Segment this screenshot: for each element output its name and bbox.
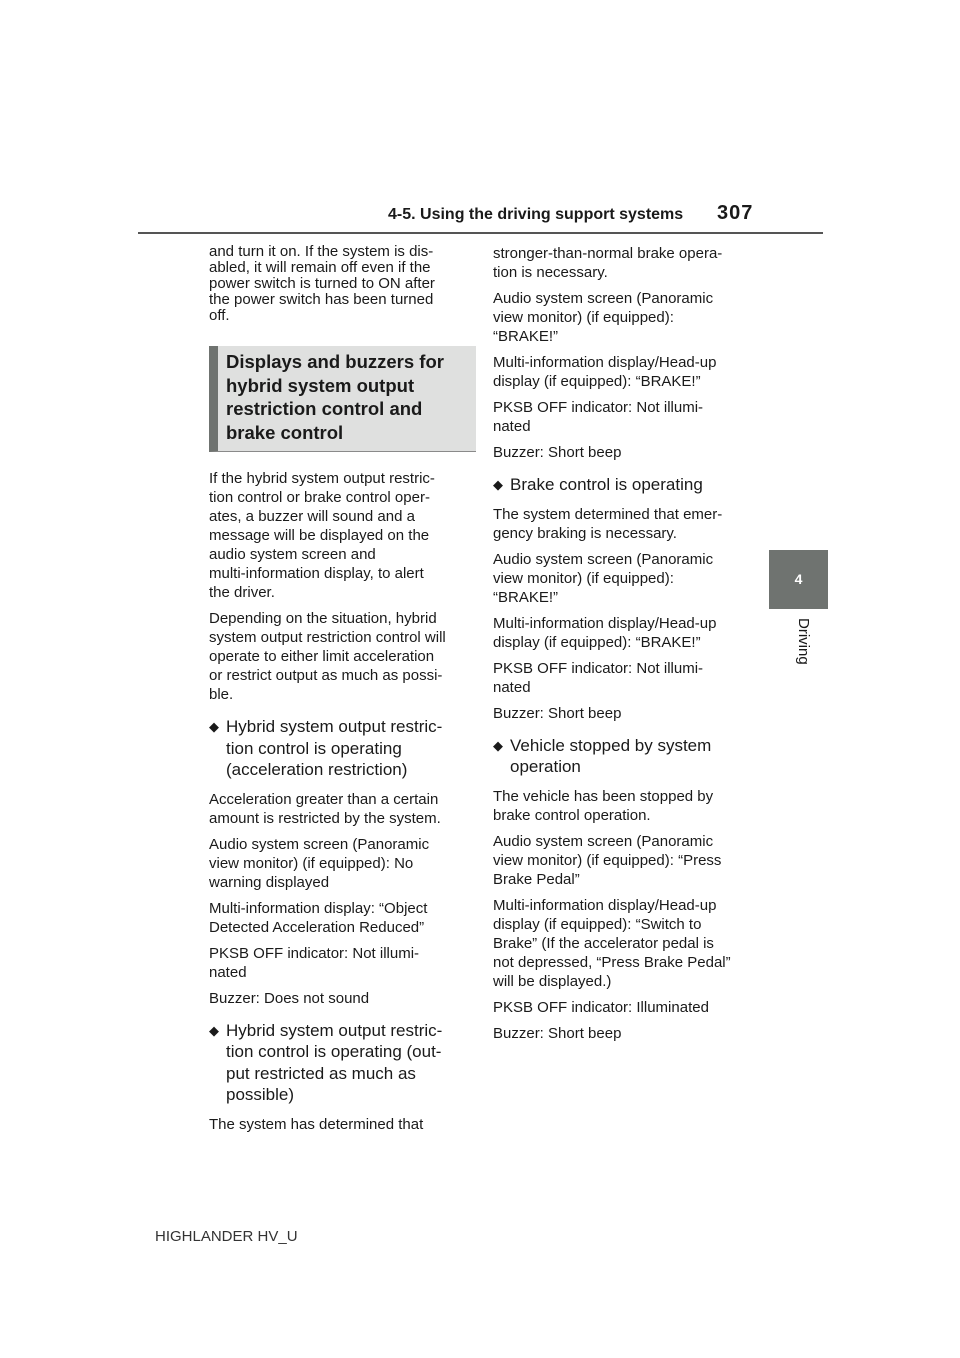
pksb-info: PKSB OFF indicator: Not illumi- nated bbox=[209, 944, 420, 981]
mid-display-info: Multi-information display: “Object Detected Acceleration Reduced” bbox=[209, 899, 428, 936]
footer-model: HIGHLANDER HV_U bbox=[155, 1228, 298, 1245]
description: Acceleration greater than a certain amount is restricted by the system. bbox=[209, 790, 441, 827]
buzzer-info: Buzzer: Does not sound bbox=[209, 989, 370, 1007]
section-heading: Displays and buzzers for hybrid system output restriction control and brake control bbox=[226, 351, 444, 443]
bullet-icon: ◆ bbox=[209, 1022, 219, 1038]
left-column bbox=[209, 244, 471, 1141]
mid-display-info: Multi-information display/Head-up display (if equipped): “BRAKE!” bbox=[493, 614, 717, 651]
page-header bbox=[0, 202, 960, 232]
intro-paragraph: and turn it on. If the system is dis- abled, it will remain off even if the power switch is turned to ON after the power switch has been turned off. bbox=[209, 243, 435, 324]
pksb-info: PKSB OFF indicator: Not illumi- nated bbox=[493, 399, 704, 435]
bullet-icon: ◆ bbox=[493, 477, 503, 492]
bullet-heading bbox=[493, 735, 755, 778]
section-heading-box bbox=[209, 346, 476, 452]
paragraph-alert: If the hybrid system output restric- tion control or brake control oper- ates, a buzzer will sound and a message will be displayed on the audio system screen and multi-information display, to alert the driver. bbox=[209, 470, 435, 601]
buzzer-info: Buzzer: Short beep bbox=[493, 704, 622, 722]
bullet-heading bbox=[493, 474, 755, 496]
description: stronger-than-normal brake opera- tion is necessary. bbox=[493, 245, 723, 281]
paragraph-situation: Depending on the situation, hybrid system output restriction control will operate to either limit acceleration or restrict output as much as possi- ble. bbox=[209, 610, 446, 703]
audio-screen-info: Audio system screen (Panoramic view monitor) (if equipped): “BRAKE!” bbox=[493, 290, 714, 345]
buzzer-info: Buzzer: Short beep bbox=[493, 1024, 622, 1042]
mid-display-info: Multi-information display/Head-up display (if equipped): “BRAKE!” bbox=[493, 354, 717, 390]
bullet-icon: ◆ bbox=[493, 737, 503, 753]
page-number: 307 bbox=[717, 202, 754, 224]
bullet-heading-text: Vehicle stopped by system operation bbox=[510, 735, 712, 776]
bullet-heading-text: Hybrid system output restric- tion control is operating (out- put restricted as much as possible) bbox=[226, 1020, 443, 1104]
pksb-info: PKSB OFF indicator: Illuminated bbox=[493, 998, 709, 1016]
bullet-heading-text: Hybrid system output restric- tion control is operating (acceleration restriction) bbox=[226, 717, 443, 779]
description: The vehicle has been stopped by brake control operation. bbox=[493, 787, 714, 824]
audio-screen-info: Audio system screen (Panoramic view monitor) (if equipped): No warning displayed bbox=[209, 835, 430, 891]
right-column bbox=[493, 244, 755, 1050]
pksb-info: PKSB OFF indicator: Not illumi- nated bbox=[493, 659, 704, 696]
bullet-heading-text: Brake control is operating bbox=[510, 475, 703, 494]
description: The system determined that emer- gency braking is necessary. bbox=[493, 505, 723, 542]
buzzer-info: Buzzer: Short beep bbox=[493, 444, 622, 461]
chapter-tab: 4 bbox=[769, 550, 828, 609]
section-title-header: 4-5. Using the driving support systems bbox=[388, 206, 684, 223]
audio-screen-info: Audio system screen (Panoramic view monitor) (if equipped): “BRAKE!” bbox=[493, 550, 714, 606]
header-divider bbox=[138, 232, 823, 234]
bullet-heading bbox=[209, 1020, 471, 1106]
bullet-icon: ◆ bbox=[209, 719, 219, 734]
mid-display-info: Multi-information display/Head-up display (if equipped): “Switch to Brake” (If the accelerator pedal is not depressed, “Press Brake Pedal” will be displayed.) bbox=[493, 896, 731, 990]
audio-screen-info: Audio system screen (Panoramic view monitor) (if equipped): “Press Brake Pedal” bbox=[493, 832, 722, 888]
bullet-heading bbox=[209, 716, 471, 781]
description: The system has determined that bbox=[209, 1115, 424, 1133]
chapter-label: Driving bbox=[795, 618, 812, 665]
